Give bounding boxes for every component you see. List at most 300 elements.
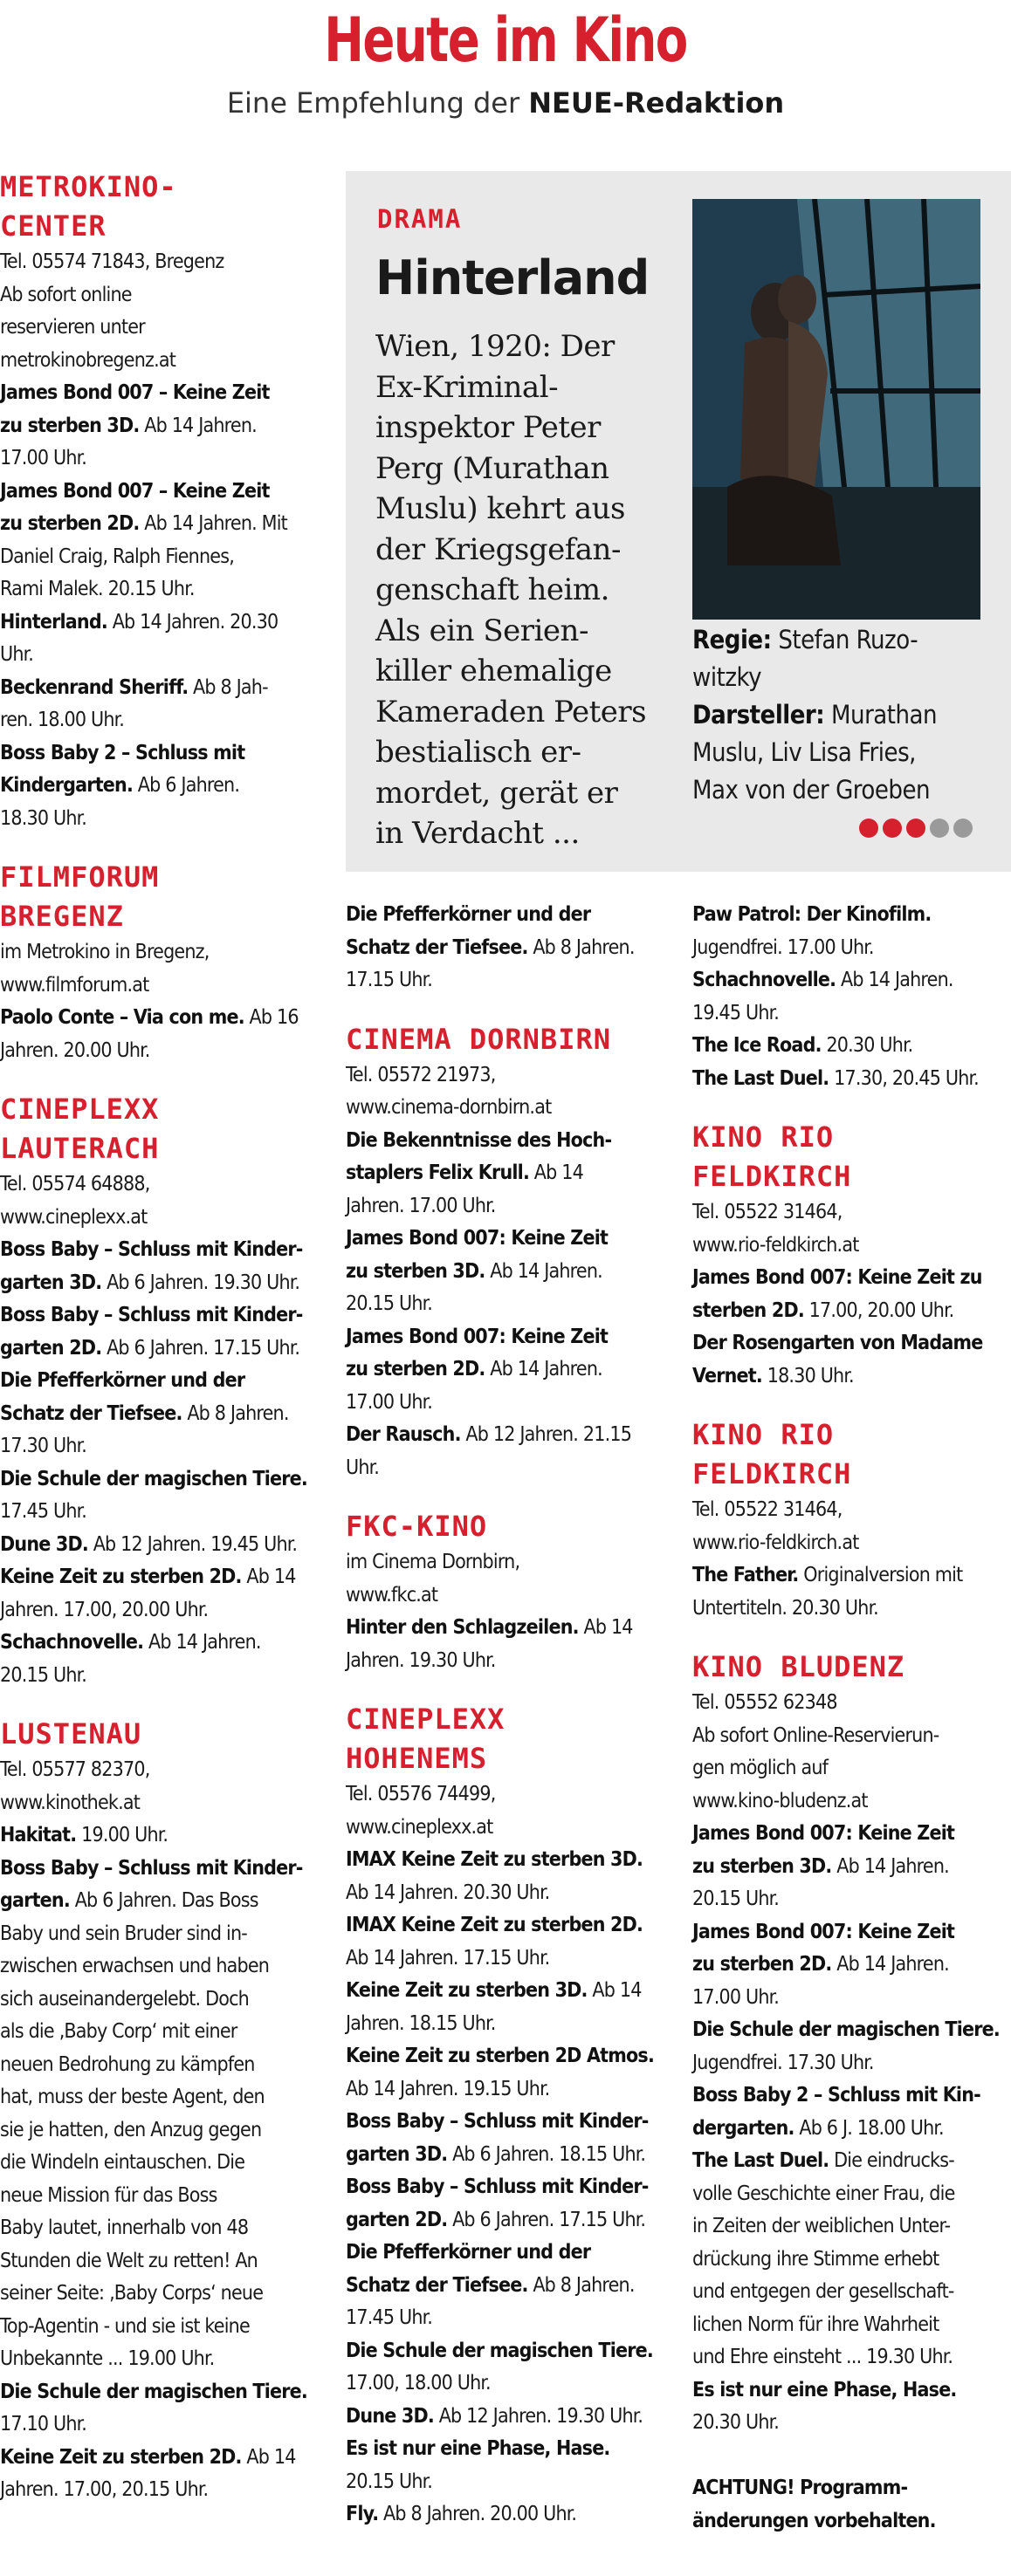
feature-description-line: der Kriegsgefan- bbox=[375, 531, 621, 567]
listing-line bbox=[346, 2498, 669, 2531]
listing-detail: Ab 14 Jahren. 20.30 bbox=[107, 610, 279, 634]
listing-line bbox=[0, 1365, 323, 1398]
listing-line bbox=[346, 1975, 669, 2008]
listing-line bbox=[346, 1452, 669, 1485]
credit-line bbox=[692, 696, 994, 734]
listing-line bbox=[0, 1529, 323, 1562]
listing-line bbox=[346, 2204, 669, 2237]
film-poster-image bbox=[692, 199, 980, 620]
listing-detail: Ab 14 bbox=[587, 1979, 642, 2002]
listing-detail: 20.30 Uhr. bbox=[821, 1034, 913, 1057]
listing-line bbox=[346, 2040, 669, 2073]
listing-line bbox=[692, 2505, 1011, 2538]
rating-dot-empty bbox=[930, 819, 949, 838]
listing-line bbox=[692, 2210, 1011, 2244]
credit-line bbox=[692, 659, 994, 696]
subtitle-brand: NEUE-Redaktion bbox=[528, 86, 785, 120]
poster-illustration bbox=[692, 199, 980, 620]
listing-line bbox=[0, 2081, 323, 2114]
film-title: Keine Zeit zu sterben 3D. bbox=[346, 1979, 588, 2002]
listing-line bbox=[0, 1819, 323, 1853]
listing-detail: Tel. 05522 31464, bbox=[692, 1201, 842, 1223]
listing-detail: 17.00, 18.00 Uhr. bbox=[346, 2372, 491, 2394]
listing-line bbox=[0, 1660, 323, 1693]
credit-line bbox=[692, 734, 994, 771]
listing-detail: Baby lautet, innerhalb von 48 bbox=[0, 2216, 249, 2239]
listing-line bbox=[346, 1546, 669, 1579]
listing-detail: Ab 16 bbox=[244, 1006, 299, 1029]
film-title: Boss Baby 2 – Schluss mit bbox=[0, 741, 245, 764]
listing-detail: 19.00 Uhr. bbox=[76, 1824, 168, 1846]
listing-line bbox=[0, 476, 323, 509]
listing-line bbox=[0, 1168, 323, 1202]
venue-gap bbox=[346, 1484, 669, 1507]
listing-line bbox=[346, 1579, 669, 1613]
listing-line bbox=[0, 2408, 323, 2442]
listing-line bbox=[692, 997, 1011, 1031]
listing-detail: Ab 14 bbox=[529, 1161, 583, 1184]
venue-gap bbox=[0, 1692, 323, 1715]
listing-line bbox=[692, 1949, 1011, 1982]
listing-line bbox=[346, 1256, 669, 1289]
rating-dot-filled bbox=[883, 819, 902, 838]
listing-detail: sie je hatten, den Anzug gegen bbox=[0, 2118, 262, 2141]
listing-detail: Jahren. 20.00 Uhr. bbox=[0, 1038, 150, 1062]
listing-line bbox=[346, 2401, 669, 2434]
listing-detail: Ab 12 Jahren. 19.30 Uhr. bbox=[433, 2404, 643, 2428]
listing-line bbox=[0, 1787, 323, 1820]
venue-name: CINEMA DORNBIRN bbox=[346, 1022, 611, 1056]
listing-line bbox=[692, 899, 1011, 932]
film-title: Die Pfefferkörner und der bbox=[0, 1369, 245, 1392]
film-title: Keine Zeit zu sterben 2D Atmos. bbox=[346, 2045, 655, 2067]
feature-description-line: bestialisch er- bbox=[375, 735, 581, 770]
listing-detail: Tel. 05576 74499, bbox=[346, 1783, 496, 1805]
listing-detail: 20.15 Uhr. bbox=[0, 1663, 87, 1687]
listing-line bbox=[0, 2212, 323, 2245]
listing-detail: Jahren. 18.15 Uhr. bbox=[346, 2011, 496, 2035]
film-title: IMAX Keine Zeit zu sterben 2D. bbox=[346, 1914, 643, 1936]
listing-line bbox=[0, 1398, 323, 1431]
listing-detail: 20.15 Uhr. bbox=[346, 1292, 433, 1315]
film-title: garten 2D. bbox=[0, 1336, 102, 1360]
film-title: Kindergarten. bbox=[0, 774, 134, 797]
listing-line bbox=[692, 1527, 1011, 1560]
listing-line bbox=[0, 1983, 323, 2017]
venue-block bbox=[346, 1677, 669, 2531]
listing-line bbox=[0, 1496, 323, 1529]
venue-gap bbox=[692, 1625, 1011, 1648]
listing-line bbox=[692, 2440, 1011, 2473]
listing-detail: Ab 12 Jahren. 21.15 bbox=[460, 1423, 632, 1446]
listing-line bbox=[0, 2474, 323, 2507]
listing-detail: www.filmforum.at bbox=[0, 973, 149, 997]
film-title: Vernet. bbox=[692, 1364, 762, 1387]
listing-detail: Ab 8 Jahren. bbox=[527, 935, 635, 959]
listing-detail: volle Geschichte einer Frau, die bbox=[692, 2182, 955, 2205]
venue-name: KINO RIO bbox=[692, 1418, 835, 1451]
listing-detail: Tel. 05522 31464, bbox=[692, 1498, 842, 1521]
listing-line bbox=[692, 2407, 1011, 2440]
film-title: The Ice Road. bbox=[692, 1034, 822, 1057]
listing-line bbox=[692, 1295, 1011, 1328]
venue-block bbox=[346, 997, 669, 1485]
listing-detail: Tel. 05574 71843, Bregenz bbox=[0, 250, 224, 273]
venue-gap bbox=[346, 1677, 669, 1700]
feature-description-line: Muslu) kehrt aus bbox=[375, 491, 625, 526]
film-title: Boss Baby – Schluss mit Kinder- bbox=[0, 1238, 303, 1261]
listing-detail: Jugendfrei. 17.00 Uhr. bbox=[692, 935, 874, 959]
listing-detail: Jahren. 17.00, 20.15 Uhr. bbox=[0, 2478, 209, 2501]
listing-detail: 17.00 Uhr. bbox=[346, 1390, 433, 1414]
listing-line bbox=[346, 2139, 669, 2172]
venue-name: CENTER bbox=[0, 209, 107, 243]
listing-line bbox=[692, 1593, 1011, 1626]
film-title: Es ist nur eine Phase, Hase. bbox=[692, 2378, 957, 2401]
feature-description-line: Als ein Serien- bbox=[375, 613, 588, 648]
rating-dot-filled bbox=[906, 819, 925, 838]
listing-line bbox=[692, 1030, 1011, 1063]
listing-line bbox=[346, 2237, 669, 2270]
listing-line bbox=[346, 2073, 669, 2107]
listing-detail: sich auseinandergelebt. Doch bbox=[0, 1987, 249, 2011]
credit-label: Darsteller: bbox=[692, 700, 825, 730]
feature-description-line: killer ehemalige bbox=[375, 654, 612, 689]
listing-line bbox=[0, 1002, 323, 1035]
venue-gap bbox=[0, 835, 323, 858]
listing-line bbox=[0, 1885, 323, 1918]
listing-line bbox=[0, 969, 323, 1003]
listing-line bbox=[0, 541, 323, 574]
listing-detail: Uhr. bbox=[0, 643, 34, 666]
listing-line bbox=[0, 279, 323, 312]
listing-detail: Ab 14 Jahren. bbox=[836, 969, 953, 991]
venue-name: CINEPLEXX bbox=[346, 1702, 506, 1736]
film-title: James Bond 007: Keine Zeit bbox=[692, 1822, 955, 1845]
film-title: Dune 3D. bbox=[346, 2404, 434, 2428]
listing-detail: www.kino-bludenz.at bbox=[692, 1789, 868, 1812]
listing-line bbox=[0, 2049, 323, 2082]
listing-line bbox=[0, 1035, 323, 1068]
listing-detail: Tel. 05552 62348 bbox=[692, 1691, 837, 1714]
listing-line bbox=[0, 1463, 323, 1497]
venue-block bbox=[0, 1067, 323, 1692]
feature-description bbox=[375, 326, 690, 854]
listing-detail: und Ehre einsteht ... 19.30 Uhr. bbox=[692, 2346, 953, 2368]
listing-detail: 18.30 Uhr. bbox=[761, 1364, 854, 1387]
listing-detail: www.rio-feldkirch.at bbox=[692, 1531, 859, 1554]
listing-detail: 20.15 Uhr. bbox=[346, 2470, 433, 2493]
listing-line bbox=[0, 1267, 323, 1300]
listing-detail: Ab 6 Jahren. 19.30 Uhr. bbox=[101, 1271, 300, 1294]
listing-detail: im Metrokino in Bregenz, bbox=[0, 941, 210, 963]
film-title: Boss Baby – Schluss mit Kinder- bbox=[0, 1304, 303, 1326]
listing-line bbox=[0, 2343, 323, 2376]
listing-line bbox=[0, 1754, 323, 1787]
film-title: Die Bekenntnisse des Hoch- bbox=[346, 1128, 612, 1152]
venue-name: KINO RIO bbox=[692, 1120, 835, 1154]
listing-detail: 17.30 Uhr. bbox=[0, 1435, 87, 1457]
venue-block bbox=[0, 835, 323, 1067]
listing-detail: Daniel Craig, Ralph Fiennes, bbox=[0, 545, 234, 568]
film-title: Fly. bbox=[346, 2503, 379, 2525]
listing-detail: hat, muss der beste Agent, den bbox=[0, 2086, 265, 2108]
venue-gap bbox=[692, 1393, 1011, 1415]
listing-line bbox=[346, 1190, 669, 1223]
listing-detail: Die eindrucks- bbox=[829, 2149, 954, 2172]
film-title: zu sterben 3D. bbox=[346, 1259, 485, 1283]
film-title: Es ist nur eine Phase, Hase. bbox=[346, 2437, 610, 2460]
listing-line bbox=[346, 1778, 669, 1812]
listing-line bbox=[346, 1844, 669, 1877]
film-title: James Bond 007 – Keine Zeit bbox=[0, 479, 270, 503]
listing-line bbox=[346, 1812, 669, 1845]
listing-detail: Ab 6 Jahren. 17.15 Uhr. bbox=[101, 1336, 300, 1360]
listing-line bbox=[0, 2376, 323, 2409]
film-title: The Father. bbox=[692, 1564, 799, 1586]
listing-line bbox=[0, 2245, 323, 2278]
listing-detail: Originalversion mit bbox=[798, 1564, 963, 1586]
listing-line bbox=[346, 1419, 669, 1452]
listing-detail: Ab 14 bbox=[241, 1565, 296, 1588]
listing-line bbox=[0, 1594, 323, 1627]
listing-detail: Ab 6 J. 18.00 Uhr. bbox=[794, 2116, 944, 2140]
listing-detail: Ab 14 bbox=[241, 2445, 296, 2469]
rating-dot-empty bbox=[953, 819, 973, 838]
listing-line bbox=[346, 1059, 669, 1093]
film-title: James Bond 007 – Keine Zeit bbox=[0, 381, 270, 404]
listing-line bbox=[346, 2008, 669, 2041]
film-title: Hinterland. bbox=[0, 610, 107, 634]
listing-detail: Uhr. bbox=[346, 1456, 380, 1479]
listing-line bbox=[346, 899, 669, 932]
listing-line bbox=[0, 508, 323, 541]
listing-line bbox=[692, 1752, 1011, 1785]
listing-detail: 17.30, 20.45 Uhr. bbox=[829, 1066, 979, 1090]
listing-detail: in Zeiten der weiblichen Unter- bbox=[692, 2215, 951, 2237]
listing-detail: Unbekannte ... 19.00 Uhr. bbox=[0, 2347, 215, 2370]
listing-detail: Ab 8 Jahren. bbox=[527, 2273, 635, 2297]
listing-line bbox=[346, 932, 669, 965]
listing-line bbox=[692, 2244, 1011, 2277]
credit-value: Murathan bbox=[824, 700, 938, 730]
rating-dot-filled bbox=[859, 819, 878, 838]
feature-description-line: Perg (Murathan bbox=[375, 450, 609, 486]
listing-detail: Ab 14 Jahren. bbox=[139, 414, 257, 437]
film-title: Schachnovelle. bbox=[692, 969, 836, 991]
listing-detail: die Windeln eintauschen. Die bbox=[0, 2151, 245, 2174]
venue-name: FKC-KINO bbox=[346, 1510, 488, 1543]
listing-detail: www.rio-feldkirch.at bbox=[692, 1233, 859, 1257]
listing-line bbox=[0, 1853, 323, 1886]
listing-line bbox=[346, 1092, 669, 1125]
listing-column-1 bbox=[0, 168, 323, 2507]
listing-line bbox=[0, 1950, 323, 1983]
film-title: Die Pfefferkörner und der bbox=[346, 903, 591, 926]
listing-detail: Tel. 05577 82370, bbox=[0, 1758, 150, 1781]
listing-detail: www.cineplexx.at bbox=[0, 1205, 148, 1229]
feature-description-line: genschaft heim. bbox=[375, 572, 609, 607]
listing-detail: www.kinothek.at bbox=[0, 1791, 141, 1814]
listing-line bbox=[0, 1234, 323, 1267]
listing-detail: 17.00 Uhr. bbox=[0, 447, 87, 469]
film-title: Boss Baby – Schluss mit Kinder- bbox=[346, 2110, 649, 2133]
rating-dots bbox=[859, 819, 977, 838]
listing-line bbox=[346, 2106, 669, 2139]
film-title: garten 2D. bbox=[346, 2208, 448, 2231]
listing-line bbox=[346, 2466, 669, 2499]
listing-line bbox=[692, 1818, 1011, 1851]
credit-value: Max von der Groeben bbox=[692, 775, 931, 805]
listing-line bbox=[0, 2016, 323, 2049]
listing-line bbox=[0, 606, 323, 640]
film-title: ACHTUNG! Programm- bbox=[692, 2477, 908, 2499]
listing-detail: Ab 6 Jahren. 17.15 Uhr. bbox=[447, 2208, 646, 2231]
listing-detail: Stunden die Welt zu retten! An bbox=[0, 2249, 258, 2272]
listing-line bbox=[0, 672, 323, 705]
listing-line bbox=[346, 1645, 669, 1678]
film-title: Die Pfefferkörner und der bbox=[346, 2241, 591, 2264]
feature-description-line: mordet, gerät er bbox=[375, 775, 618, 811]
listing-line bbox=[0, 246, 323, 279]
film-title: The Last Duel. bbox=[692, 1066, 829, 1090]
credit-line bbox=[692, 621, 994, 659]
credit-value: Stefan Ruzo- bbox=[771, 625, 918, 654]
listing-detail: Ab 6 Jahren. Das Boss bbox=[69, 1889, 258, 1912]
listing-line bbox=[692, 1851, 1011, 1884]
film-title: Schachnovelle. bbox=[0, 1631, 144, 1654]
listing-detail: Ab 6 Jahren. bbox=[133, 774, 240, 797]
listing-detail: ren. 18.00 Uhr. bbox=[0, 709, 125, 731]
listing-detail: Ab 14 Jahren. bbox=[485, 1358, 602, 1380]
listing-line bbox=[692, 2276, 1011, 2309]
film-title: Keine Zeit zu sterben 2D. bbox=[0, 1565, 242, 1588]
page-subtitle bbox=[0, 86, 1011, 120]
listing-line bbox=[692, 1360, 1011, 1394]
listing-line bbox=[0, 312, 323, 345]
credit-value: witzky bbox=[692, 662, 762, 692]
film-title: Die Schule der magischen Tiere. bbox=[0, 2380, 307, 2403]
venue-name: FELDKIRCH bbox=[692, 1457, 852, 1490]
listing-detail: Ab 14 Jahren. bbox=[831, 1953, 949, 1976]
listing-detail: Jahren. 17.00, 20.00 Uhr. bbox=[0, 1598, 209, 1621]
listing-line bbox=[692, 2079, 1011, 2113]
listing-detail: Ab 8 Jah- bbox=[188, 675, 268, 699]
listing-line bbox=[346, 964, 669, 997]
listing-column-3 bbox=[692, 899, 1011, 2538]
listing-line bbox=[346, 1942, 669, 1976]
listing-detail: im Cinema Dornbirn, bbox=[346, 1551, 520, 1573]
listing-line bbox=[692, 1559, 1011, 1593]
listing-detail: Top-Agentin - und sie ist keine bbox=[0, 2314, 250, 2338]
film-title: Hinter den Schlagzeilen. bbox=[346, 1616, 579, 1639]
listing-line bbox=[346, 1321, 669, 1354]
credit-label: Regie: bbox=[692, 625, 772, 654]
listing-detail: neuen Bedrohung zu kämpfen bbox=[0, 2052, 255, 2076]
credit-line bbox=[692, 771, 994, 809]
venue-block bbox=[0, 1692, 323, 2507]
film-title: Boss Baby – Schluss mit Kinder- bbox=[346, 2175, 649, 2198]
listing-detail: gen möglich auf bbox=[692, 1757, 829, 1779]
film-title: Keine Zeit zu sterben 2D. bbox=[0, 2445, 242, 2469]
film-title: garten 3D. bbox=[0, 1271, 102, 1294]
feature-description-line: Ex-Kriminal- bbox=[375, 369, 559, 405]
listing-line bbox=[346, 1612, 669, 1645]
listing-line bbox=[692, 2047, 1011, 2080]
venue-name: KINO BLUDENZ bbox=[692, 1650, 905, 1683]
listing-line bbox=[692, 1916, 1011, 1949]
listing-detail: 20.15 Uhr. bbox=[692, 1887, 780, 1910]
listing-detail: reservieren unter bbox=[0, 316, 145, 339]
listing-line bbox=[0, 442, 323, 476]
listing-line bbox=[692, 2374, 1011, 2408]
listing-detail: www.fkc.at bbox=[346, 1583, 438, 1607]
listing-detail: Ab 14 Jahren. Mit bbox=[139, 512, 287, 535]
film-title: Beckenrand Sheriff. bbox=[0, 675, 189, 699]
venue-name: LUSTENAU bbox=[0, 1717, 142, 1750]
feature-credits bbox=[692, 621, 994, 809]
listing-detail: Ab 6 Jahren. 18.15 Uhr. bbox=[447, 2142, 646, 2166]
film-title: Boss Baby – Schluss mit Kinder- bbox=[0, 1856, 303, 1880]
film-title: Paolo Conte – Via con me. bbox=[0, 1006, 244, 1029]
listing-detail: Rami Malek. 20.15 Uhr. bbox=[0, 578, 195, 600]
listing-line bbox=[692, 1327, 1011, 1360]
listing-detail: Baby und sein Bruder sind in- bbox=[0, 1922, 247, 1945]
listing-line bbox=[692, 1230, 1011, 1263]
venue-name: CINEPLEXX bbox=[0, 1093, 160, 1126]
listing-detail: Ab 8 Jahren. bbox=[182, 1401, 289, 1425]
film-title: zu sterben 2D. bbox=[346, 1358, 485, 1380]
film-title: Der Rosengarten von Madame bbox=[692, 1332, 983, 1354]
film-title: zu sterben 2D. bbox=[0, 512, 140, 535]
listing-line bbox=[692, 2014, 1011, 2047]
listing-detail: Ab 14 Jahren. 19.15 Uhr. bbox=[346, 2077, 550, 2100]
listing-line bbox=[0, 1430, 323, 1463]
listing-line bbox=[0, 737, 323, 771]
listing-detail: 17.10 Uhr. bbox=[0, 2413, 87, 2436]
venue-block bbox=[346, 899, 669, 997]
listing-line bbox=[692, 1982, 1011, 2015]
venue-name: LAUTERACH bbox=[0, 1132, 160, 1165]
listing-line bbox=[346, 1223, 669, 1256]
listing-line bbox=[346, 1877, 669, 1910]
venue-block bbox=[692, 1095, 1011, 1393]
venue-block bbox=[0, 168, 323, 835]
film-title: zu sterben 3D. bbox=[692, 1854, 832, 1878]
listing-detail: drückung ihre Stimme erhebt bbox=[692, 2247, 939, 2271]
listing-detail: 17.45 Uhr. bbox=[346, 2306, 433, 2329]
listing-line bbox=[0, 2442, 323, 2475]
film-title: staplers Felix Krull. bbox=[346, 1161, 530, 1184]
listing-detail: 17.00 Uhr. bbox=[692, 1985, 780, 2009]
listing-detail: Ab 14 Jahren. 17.15 Uhr. bbox=[346, 1946, 550, 1970]
listing-line bbox=[346, 2171, 669, 2204]
film-title: James Bond 007: Keine Zeit zu bbox=[692, 1266, 982, 1289]
film-title: Schatz der Tiefsee. bbox=[346, 2273, 528, 2297]
listing-line bbox=[0, 2180, 323, 2213]
listing-detail: Jugendfrei. 17.30 Uhr. bbox=[692, 2051, 874, 2074]
listing-detail: Jahren. 17.00 Uhr. bbox=[346, 1194, 496, 1217]
listing-column-2 bbox=[346, 899, 669, 2531]
listing-detail: Ab 12 Jahren. 19.45 Uhr. bbox=[87, 1532, 298, 1556]
listing-detail: 17.45 Uhr. bbox=[0, 1500, 87, 1523]
listing-line bbox=[692, 1720, 1011, 1753]
listing-detail: Ab 14 bbox=[578, 1616, 633, 1639]
page-title: Heute im Kino bbox=[324, 4, 687, 76]
listing-line bbox=[0, 803, 323, 836]
listing-line bbox=[692, 2472, 1011, 2505]
listing-line bbox=[692, 2113, 1011, 2146]
